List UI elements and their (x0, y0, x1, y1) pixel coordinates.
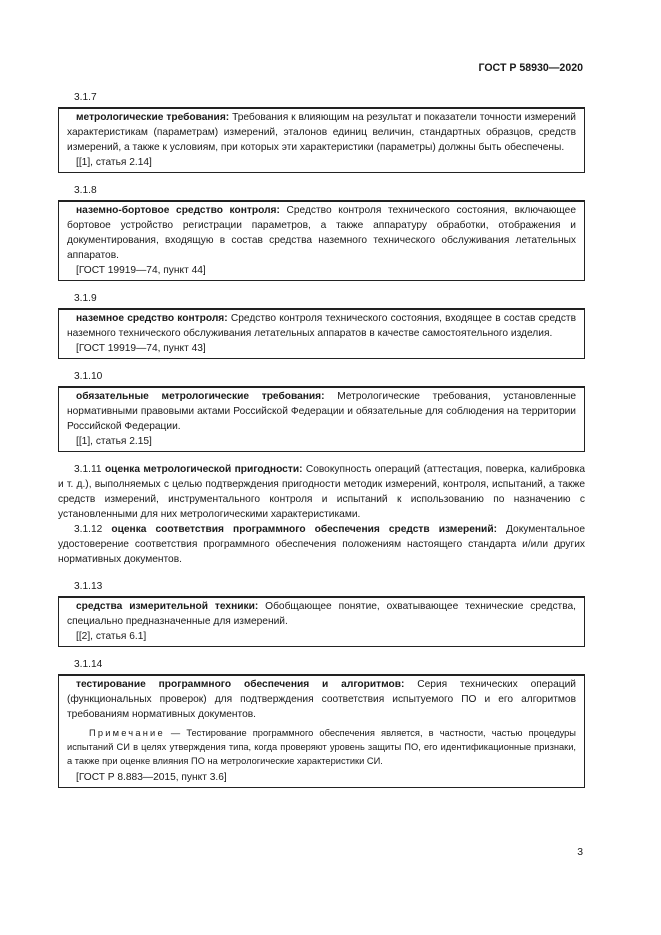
term-box-3-1-14 (58, 674, 585, 788)
term-name: обязательные метрологические требования: (76, 391, 325, 402)
term-number: 3.1.11 (74, 464, 102, 475)
term-definition (67, 389, 576, 434)
term-name: тестирование программного обеспечения и алгоритмов: (76, 679, 405, 690)
term-text: Документальное удостоверение соответствия программного обеспечения положениям настоящего стандарта и/или других нормативных документов. (58, 524, 585, 565)
term-paragraph-3-1-11 (58, 462, 585, 522)
note-label: Примечание (89, 728, 165, 738)
term-number: 3.1.13 (74, 581, 103, 592)
term-source: [[1], статья 2.14] (76, 157, 152, 168)
term-box-3-1-7 (58, 107, 585, 173)
term-note (67, 726, 576, 768)
term-number: 3.1.9 (74, 293, 97, 304)
term-box-3-1-9 (58, 308, 585, 359)
term-number: 3.1.14 (74, 659, 103, 670)
term-number: 3.1.10 (74, 371, 103, 382)
term-definition (67, 311, 576, 341)
term-text: Обобщающее понятие, охватывающее технические средства, специально предназначенные для измерений. (67, 601, 576, 627)
term-number: 3.1.12 (74, 524, 103, 535)
term-text: Средство контроля технического состояния, входящее в состав средств наземного технического обслуживания летательных аппаратов в качестве самостоятельного изделия. (67, 313, 577, 339)
term-text: Совокупность операций (аттестация, поверка, калибровка и т. д.), выполняемых с целью подтверждения пригодности методик измерений, контроля, испытаний, а также средств измерений, инструментального контроля и испытаний к использованию по назначению с установленными для них метрологическими характеристиками. (58, 464, 586, 520)
term-source: [ГОСТ 19919—74, пункт 44] (76, 265, 206, 276)
term-text: Средство контроля технического состояния, включающее бортовое устройство регистрации параметров, а также аппаратуру обработки, отображения и документирования, входящую в состав средства наземного технического обслуживания летательных аппаратов. (67, 205, 576, 261)
term-source: [[1], статья 2.15] (76, 436, 152, 447)
term-name: оценка соответствия программного обеспечения средств измерений: (111, 524, 497, 535)
term-box-3-1-10 (58, 386, 585, 452)
page-number: 3 (577, 847, 583, 858)
term-name: оценка метрологической пригодности: (104, 464, 303, 475)
document-header: ГОСТ Р 58930—2020 (478, 62, 583, 74)
term-number: 3.1.8 (74, 185, 97, 196)
term-text: Серия технических операций (функциональных проверок) для подтверждения соответствия испытуемого ПО и его алгоритмов требованиям нормативных документов. (67, 679, 576, 720)
term-name: наземное средство контроля: (76, 313, 228, 324)
term-source: [[2], статья 6.1] (76, 631, 147, 642)
term-text: Требования к влияющим на результат и показатели точности измерений характеристикам (параметрам) измерений, эталонов единиц величин, стандартных образцов, средств измерений, а также к условиям, при которых эти характеристики (параметры) должны быть обеспечены. (67, 112, 577, 153)
term-box-3-1-8 (58, 200, 585, 281)
term-number: 3.1.7 (74, 92, 97, 103)
term-name: наземно-бортовое средство контроля: (76, 205, 280, 216)
term-source: [ГОСТ Р 8.883—2015, пункт 3.6] (76, 772, 227, 783)
term-definition (67, 110, 576, 155)
term-box-3-1-13 (58, 596, 585, 647)
term-text: Метрологические требования, установленные нормативными правовыми актами Российской Федерации и обязательные для соблюдения на территории Российской Федерации. (67, 391, 577, 432)
term-name: средства измерительной техники: (76, 601, 259, 612)
page-content (58, 90, 585, 798)
note-text: — Тестирование программного обеспечения является, в частности, частью процедуры испытаний СИ в целях утверждения типа, когда проверяют уровень защиты ПО, его идентификационные признаки, а также при оценке влияния ПО на метрологические характеристики СИ. (67, 728, 576, 766)
term-definition (67, 203, 576, 263)
term-definition (67, 599, 576, 629)
term-name: метрологические требования: (76, 112, 230, 123)
term-source: [ГОСТ 19919—74, пункт 43] (76, 343, 206, 354)
term-paragraph-3-1-12 (58, 522, 585, 567)
term-definition (67, 677, 576, 722)
